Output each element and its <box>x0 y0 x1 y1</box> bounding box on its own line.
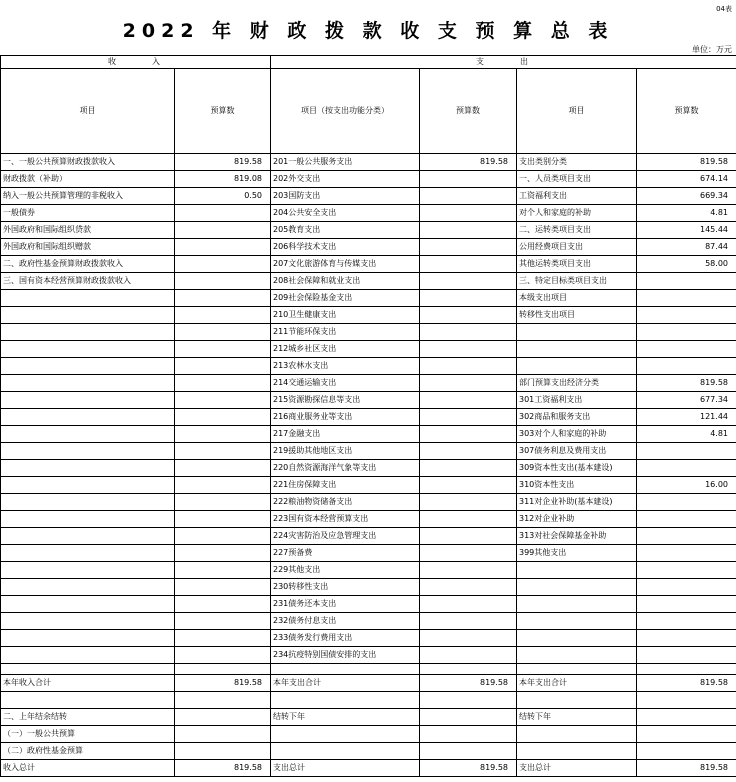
function-item-cell: 202外交支出 <box>271 171 420 188</box>
category-amount-cell <box>637 562 736 579</box>
category-amount-cell <box>637 341 736 358</box>
function-item-cell: 212城乡社区支出 <box>271 341 420 358</box>
category-item-cell: 公用经费项目支出 <box>517 239 637 256</box>
category-item-cell <box>517 596 637 613</box>
table-row <box>1 596 736 613</box>
table-row <box>1 256 736 273</box>
function-item-cell: 209社会保险基金支出 <box>271 290 420 307</box>
category-amount-cell <box>637 273 736 290</box>
function-item-cell: 229其他支出 <box>271 562 420 579</box>
category-amount-cell: 58.00 <box>637 256 736 273</box>
category-item-cell: 部门预算支出经济分类 <box>517 375 637 392</box>
function-item-cell: 232债务付息支出 <box>271 613 420 630</box>
category-amount-cell <box>637 443 736 460</box>
income-item-cell <box>1 358 175 375</box>
category-item-cell <box>517 630 637 647</box>
function-amount-cell <box>420 596 517 613</box>
total-row <box>1 675 736 692</box>
income-item-cell <box>1 562 175 579</box>
function-item-cell: 222粮油物资储备支出 <box>271 494 420 511</box>
function-amount-cell <box>420 579 517 596</box>
table-row <box>1 392 736 409</box>
income-amount-cell <box>175 426 271 443</box>
function-item-cell: 210卫生健康支出 <box>271 307 420 324</box>
category-item-cell: 二、运转类项目支出 <box>517 222 637 239</box>
category-item-cell: 三、特定目标类项目支出 <box>517 273 637 290</box>
function-amount-cell <box>420 290 517 307</box>
income-item-cell <box>1 307 175 324</box>
function-amount-cell <box>420 443 517 460</box>
table-row <box>1 647 736 664</box>
category-item-cell: 本级支出项目 <box>517 290 637 307</box>
income-item-cell <box>1 375 175 392</box>
function-amount-cell <box>420 511 517 528</box>
income-item-cell <box>1 596 175 613</box>
income-amount-cell <box>175 630 271 647</box>
category-item-cell: 301工资福利支出 <box>517 392 637 409</box>
category-amount-cell: 819.58 <box>637 375 736 392</box>
function-item-cell: 231债务还本支出 <box>271 596 420 613</box>
income-item-cell <box>1 290 175 307</box>
category-item-cell: 311对企业补助(基本建设) <box>517 494 637 511</box>
category-amount-cell: 16.00 <box>637 477 736 494</box>
income-item-cell <box>1 511 175 528</box>
income-amount-cell <box>175 647 271 664</box>
income-section-header: 收 入 <box>1 56 271 69</box>
carryover-sub-row <box>1 726 736 743</box>
category-amount-cell <box>637 290 736 307</box>
income-amount-cell <box>175 562 271 579</box>
carryover-expense2-label: 结转下年 <box>517 709 637 726</box>
function-item-cell: 205教育支出 <box>271 222 420 239</box>
function-item-cell: 227预备费 <box>271 545 420 562</box>
function-amount-cell <box>420 545 517 562</box>
category-amount-cell: 677.34 <box>637 392 736 409</box>
table-row <box>1 205 736 222</box>
category-amount-cell <box>637 528 736 545</box>
table-row <box>1 324 736 341</box>
income-item-cell <box>1 324 175 341</box>
function-amount-cell <box>420 222 517 239</box>
income-amount-cell: 819.58 <box>175 154 271 171</box>
table-row <box>1 443 736 460</box>
category-item-cell <box>517 341 637 358</box>
income-item-cell: 纳入一般公共预算管理的非税收入 <box>1 188 175 205</box>
income-grand-value: 819.58 <box>175 760 271 777</box>
blank-row <box>1 664 736 675</box>
function-item-cell: 230转移性支出 <box>271 579 420 596</box>
function-amount-cell <box>420 647 517 664</box>
table-row <box>1 562 736 579</box>
function-item-cell: 224灾害防治及应急管理支出 <box>271 528 420 545</box>
income-item-cell <box>1 579 175 596</box>
budget-table <box>0 55 736 777</box>
col-header-function-amount: 预算数 <box>420 69 517 154</box>
income-amount-cell <box>175 596 271 613</box>
income-item-cell <box>1 341 175 358</box>
income-amount-cell <box>175 511 271 528</box>
income-amount-cell <box>175 256 271 273</box>
category-item-cell: 310资本性支出 <box>517 477 637 494</box>
expense-total-value: 819.58 <box>420 675 517 692</box>
function-item-cell: 220自然资源海洋气象等支出 <box>271 460 420 477</box>
function-amount-cell <box>420 426 517 443</box>
function-amount-cell <box>420 460 517 477</box>
category-item-cell: 309资本性支出(基本建设) <box>517 460 637 477</box>
income-item-cell <box>1 443 175 460</box>
function-item-cell: 221住房保障支出 <box>271 477 420 494</box>
table-row <box>1 579 736 596</box>
function-item-cell: 216商业服务业等支出 <box>271 409 420 426</box>
carryover-sub-row <box>1 743 736 760</box>
expense2-total-value: 819.58 <box>637 675 736 692</box>
income-amount-cell <box>175 392 271 409</box>
function-item-cell: 219援助其他地区支出 <box>271 443 420 460</box>
function-amount-cell <box>420 562 517 579</box>
function-item-cell: 208社会保障和就业支出 <box>271 273 420 290</box>
page-title: 2022 年 财 政 拨 款 收 支 预 算 总 表 <box>122 20 614 42</box>
income-item-cell: 一、一般公共预算财政拨款收入 <box>1 154 175 171</box>
income-amount-cell <box>175 528 271 545</box>
function-item-cell: 203国防支出 <box>271 188 420 205</box>
category-amount-cell <box>637 630 736 647</box>
income-amount-cell <box>175 477 271 494</box>
function-amount-cell <box>420 375 517 392</box>
function-item-cell: 213农林水支出 <box>271 358 420 375</box>
income-amount-cell <box>175 579 271 596</box>
income-item-cell: 一般债券 <box>1 205 175 222</box>
carryover-expense-label: 结转下年 <box>271 709 420 726</box>
category-item-cell: 一、人员类项目支出 <box>517 171 637 188</box>
category-amount-cell <box>637 596 736 613</box>
section-row <box>1 56 736 69</box>
table-row <box>1 494 736 511</box>
category-item-cell: 302商品和服务支出 <box>517 409 637 426</box>
table-row <box>1 307 736 324</box>
col-header-function-item: 项目（按支出功能分类） <box>271 69 420 154</box>
carryover-sub2: （二）政府性基金预算 <box>1 743 175 760</box>
grand-total-row <box>1 760 736 777</box>
category-item-cell: 313对社会保障基金补助 <box>517 528 637 545</box>
category-item-cell: 307债务利息及费用支出 <box>517 443 637 460</box>
function-amount-cell <box>420 409 517 426</box>
income-item-cell <box>1 409 175 426</box>
expense2-total-label: 本年支出合计 <box>517 675 637 692</box>
table-row <box>1 460 736 477</box>
income-amount-cell <box>175 545 271 562</box>
income-item-cell: 外国政府和国际组织赠款 <box>1 239 175 256</box>
table-row <box>1 426 736 443</box>
form-code: 04表 <box>716 5 732 13</box>
category-amount-cell: 4.81 <box>637 426 736 443</box>
income-amount-cell <box>175 460 271 477</box>
income-amount-cell <box>175 341 271 358</box>
function-amount-cell <box>420 494 517 511</box>
income-item-cell: 外国政府和国际组织贷款 <box>1 222 175 239</box>
category-amount-cell: 674.14 <box>637 171 736 188</box>
category-amount-cell: 4.81 <box>637 205 736 222</box>
category-item-cell: 399其他支出 <box>517 545 637 562</box>
table-row <box>1 477 736 494</box>
function-amount-cell <box>420 273 517 290</box>
function-item-cell: 201一般公共服务支出 <box>271 154 420 171</box>
income-amount-cell <box>175 358 271 375</box>
expense-section-header: 支 出 <box>271 56 736 69</box>
category-item-cell <box>517 358 637 375</box>
category-amount-cell: 819.58 <box>637 154 736 171</box>
col-header-category-item: 项目 <box>517 69 637 154</box>
function-amount-cell <box>420 205 517 222</box>
table-row <box>1 358 736 375</box>
income-item-cell: 财政拨款（补助） <box>1 171 175 188</box>
category-amount-cell <box>637 613 736 630</box>
category-amount-cell: 669.34 <box>637 188 736 205</box>
function-amount-cell: 819.58 <box>420 154 517 171</box>
category-amount-cell <box>637 324 736 341</box>
table-row <box>1 630 736 647</box>
col-header-income-amount: 预算数 <box>175 69 271 154</box>
category-item-cell: 支出类别分类 <box>517 154 637 171</box>
expense2-grand-value: 819.58 <box>637 760 736 777</box>
income-amount-cell <box>175 494 271 511</box>
category-amount-cell: 145.44 <box>637 222 736 239</box>
unit-label: 单位：万元 <box>692 45 732 54</box>
category-amount-cell <box>637 579 736 596</box>
income-total-label: 本年收入合计 <box>1 675 175 692</box>
category-amount-cell <box>637 307 736 324</box>
income-amount-cell <box>175 375 271 392</box>
category-item-cell: 对个人和家庭的补助 <box>517 205 637 222</box>
income-amount-cell <box>175 307 271 324</box>
income-item-cell <box>1 460 175 477</box>
expense-grand-value: 819.58 <box>420 760 517 777</box>
income-item-cell <box>1 426 175 443</box>
carryover-sub1: （一）一般公共预算 <box>1 726 175 743</box>
function-amount-cell <box>420 307 517 324</box>
income-item-cell <box>1 630 175 647</box>
function-item-cell: 204公共安全支出 <box>271 205 420 222</box>
table-row <box>1 528 736 545</box>
table-row <box>1 545 736 562</box>
category-item-cell <box>517 613 637 630</box>
income-amount-cell: 0.50 <box>175 188 271 205</box>
income-amount-cell <box>175 273 271 290</box>
category-amount-cell: 87.44 <box>637 239 736 256</box>
expense-total-label: 本年支出合计 <box>271 675 420 692</box>
table-row <box>1 171 736 188</box>
category-amount-cell <box>637 358 736 375</box>
function-item-cell: 217金融支出 <box>271 426 420 443</box>
income-grand-label: 收入总计 <box>1 760 175 777</box>
function-item-cell: 214交通运输支出 <box>271 375 420 392</box>
table-row <box>1 613 736 630</box>
table-row <box>1 290 736 307</box>
income-item-cell <box>1 545 175 562</box>
category-item-cell: 工资福利支出 <box>517 188 637 205</box>
column-header-row <box>1 69 736 154</box>
function-amount-cell <box>420 358 517 375</box>
income-item-cell: 三、国有资本经营预算财政拨款收入 <box>1 273 175 290</box>
function-item-cell: 233债务发行费用支出 <box>271 630 420 647</box>
category-amount-cell: 121.44 <box>637 409 736 426</box>
income-amount-cell <box>175 239 271 256</box>
table-row <box>1 341 736 358</box>
category-amount-cell <box>637 545 736 562</box>
carryover-row <box>1 709 736 726</box>
income-item-cell <box>1 647 175 664</box>
category-amount-cell <box>637 647 736 664</box>
income-amount-cell <box>175 290 271 307</box>
category-item-cell <box>517 647 637 664</box>
function-amount-cell <box>420 239 517 256</box>
income-amount-cell <box>175 205 271 222</box>
income-item-cell <box>1 392 175 409</box>
category-item-cell <box>517 562 637 579</box>
category-item-cell: 转移性支出项目 <box>517 307 637 324</box>
category-amount-cell <box>637 460 736 477</box>
table-row <box>1 188 736 205</box>
expense2-grand-label: 支出总计 <box>517 760 637 777</box>
category-item-cell: 其他运转类项目支出 <box>517 256 637 273</box>
category-item-cell: 303对个人和家庭的补助 <box>517 426 637 443</box>
income-item-cell: 二、政府性基金预算财政拨款收入 <box>1 256 175 273</box>
table-row <box>1 511 736 528</box>
income-item-cell <box>1 613 175 630</box>
income-amount-cell: 819.08 <box>175 171 271 188</box>
income-amount-cell <box>175 613 271 630</box>
table-row <box>1 222 736 239</box>
function-amount-cell <box>420 188 517 205</box>
income-item-cell <box>1 494 175 511</box>
income-total-value: 819.58 <box>175 675 271 692</box>
function-amount-cell <box>420 630 517 647</box>
function-amount-cell <box>420 171 517 188</box>
category-item-cell <box>517 324 637 341</box>
function-item-cell: 211节能环保支出 <box>271 324 420 341</box>
table-row <box>1 239 736 256</box>
income-item-cell <box>1 528 175 545</box>
table-row <box>1 409 736 426</box>
function-amount-cell <box>420 613 517 630</box>
category-item-cell <box>517 579 637 596</box>
function-item-cell: 207文化旅游体育与传媒支出 <box>271 256 420 273</box>
table-row <box>1 273 736 290</box>
income-amount-cell <box>175 443 271 460</box>
function-amount-cell <box>420 324 517 341</box>
blank-row <box>1 692 736 709</box>
col-header-category-amount: 预算数 <box>637 69 736 154</box>
carryover-income-label: 二、上年结余结转 <box>1 709 175 726</box>
category-amount-cell <box>637 494 736 511</box>
function-amount-cell <box>420 392 517 409</box>
function-item-cell: 215资源勘探信息等支出 <box>271 392 420 409</box>
table-row <box>1 375 736 392</box>
income-item-cell <box>1 477 175 494</box>
function-item-cell: 206科学技术支出 <box>271 239 420 256</box>
function-item-cell: 223国有资本经营预算支出 <box>271 511 420 528</box>
category-amount-cell <box>637 511 736 528</box>
category-item-cell: 312对企业补助 <box>517 511 637 528</box>
function-amount-cell <box>420 528 517 545</box>
function-amount-cell <box>420 341 517 358</box>
function-item-cell: 234抗疫特别国债安排的支出 <box>271 647 420 664</box>
col-header-income-item: 项目 <box>1 69 175 154</box>
function-amount-cell <box>420 256 517 273</box>
expense-grand-label: 支出总计 <box>271 760 420 777</box>
income-amount-cell <box>175 409 271 426</box>
income-amount-cell <box>175 222 271 239</box>
income-amount-cell <box>175 324 271 341</box>
function-amount-cell <box>420 477 517 494</box>
table-row <box>1 154 736 171</box>
